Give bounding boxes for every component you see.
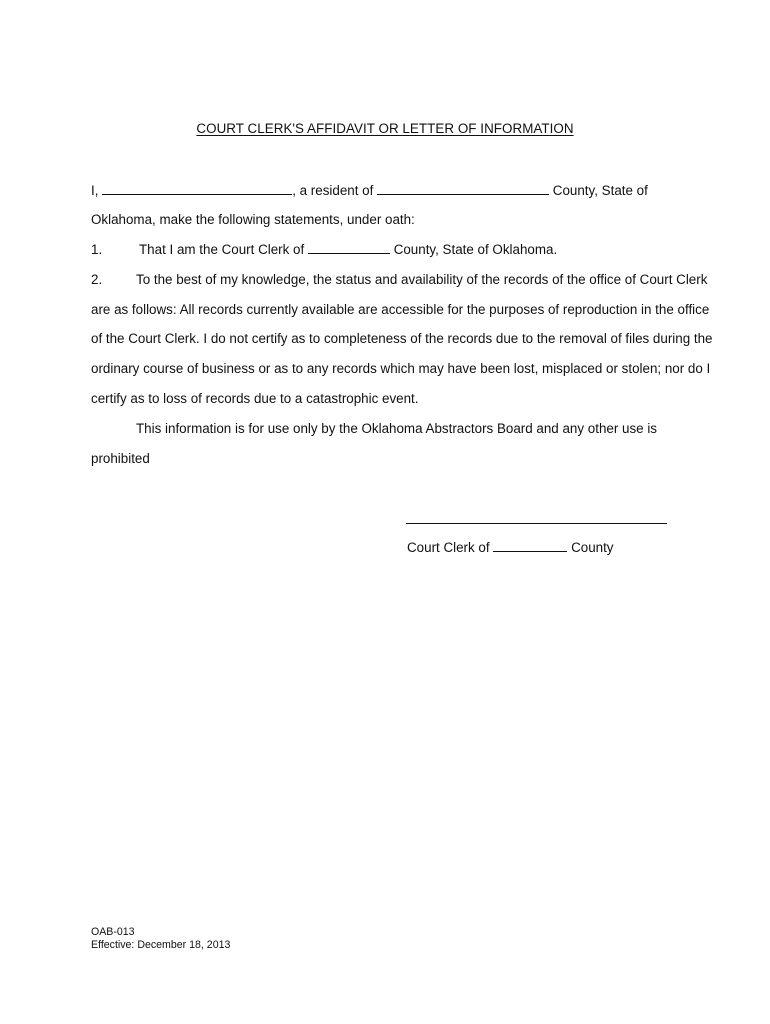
item-1-suffix: County, State of Oklahoma. — [393, 242, 558, 257]
name-blank — [102, 182, 292, 195]
signature-suffix: County — [571, 540, 614, 555]
signature-line — [406, 523, 667, 524]
intro-middle: , a resident of — [292, 183, 374, 198]
item-1-prefix: That I am the Court Clerk of — [139, 242, 305, 257]
item-2-line-3: of the Court Clerk. I do not certify as to completeness of the records due to the removal of files during the — [91, 331, 713, 346]
clerk-county-blank — [308, 241, 390, 254]
item-1-number: 1. — [91, 242, 103, 257]
intro-line-1 — [91, 182, 648, 200]
form-number: OAB-013 — [91, 926, 135, 938]
usage-line-1: This information is for use only by the Oklahoma Abstractors Board and any other use is — [136, 421, 658, 436]
intro-line-2: Oklahoma, make the following statements, under oath: — [91, 212, 415, 227]
document-title: COURT CLERK'S AFFIDAVIT OR LETTER OF INFORMATION — [196, 121, 574, 136]
signature-county-blank — [493, 539, 567, 552]
residence-county-blank — [377, 182, 549, 195]
item-1-text — [139, 241, 557, 259]
item-2-number: 2. — [91, 272, 103, 287]
usage-line-2: prohibited — [91, 451, 150, 466]
intro-suffix: County, State of — [552, 183, 648, 198]
item-2-line-2: are as follows: All records currently available are accessible for the purposes of reproduction in the office — [91, 302, 710, 317]
effective-date: Effective: December 18, 2013 — [91, 939, 231, 951]
signature-prefix: Court Clerk of — [407, 540, 490, 555]
intro-prefix: I, — [91, 183, 99, 198]
item-2-line-1: To the best of my knowledge, the status and availability of the records of the office of Court Clerk — [136, 272, 708, 287]
item-2-line-4: ordinary course of business or as to any records which may have been lost, misplaced or stolen; nor do I — [91, 361, 711, 376]
item-2-line-5: certify as to loss of records due to a catastrophic event. — [91, 391, 419, 406]
signature-caption — [407, 539, 614, 557]
